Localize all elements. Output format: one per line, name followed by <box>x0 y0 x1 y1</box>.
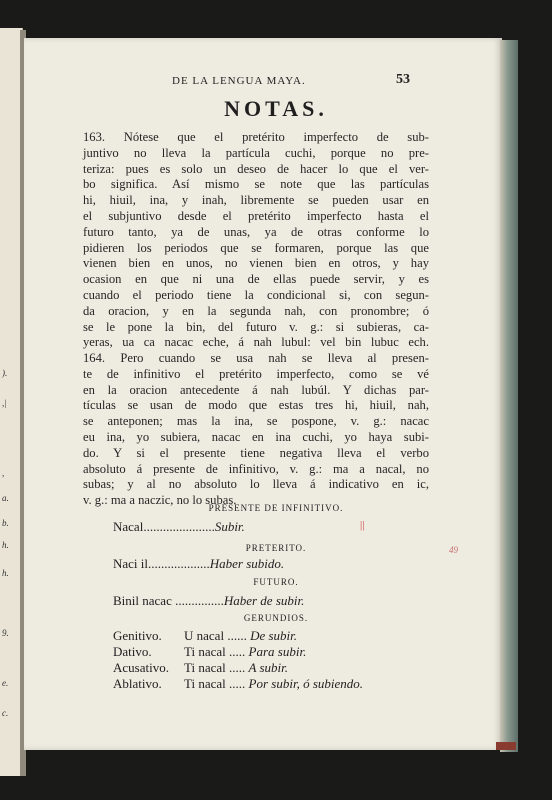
spanish-gloss: Por subir, ó subiendo. <box>248 676 364 691</box>
maya-form: Binil nacac <box>113 593 172 608</box>
text-line: yeras, ua ca nacac eche, á nah lubul: vel bin lubuc ech. <box>83 335 429 350</box>
spanish-gloss: De subir. <box>250 628 298 643</box>
text-line: v. g.: ma a naczic, no lo subas. <box>83 493 237 508</box>
spanish-gloss: Haber subido. <box>209 556 285 571</box>
text-line: tículas se usan de modo que estas tres hi, hiuil, nah, <box>83 398 429 413</box>
gerundios-heading: GERUNDIOS. <box>243 613 309 623</box>
maya-form: Ti nacal <box>184 660 226 675</box>
text-line: da oracion, y en la segunda nah, con pronombre; ó <box>83 303 429 318</box>
text-line: pidieren los periodos que se formaren, porque las que <box>83 240 429 255</box>
maya-form: Nacal <box>113 519 144 534</box>
text-line: en la oracion antecedente á nah lubúl. Y dichas par- <box>83 382 429 397</box>
gerund-row <box>113 628 297 644</box>
text-line: do. Y si el presente tiene negativa lleva el verbo <box>83 445 429 460</box>
case-label: Dativo. <box>113 644 152 659</box>
leader-dots: ................... <box>148 556 210 571</box>
leader-dots: ...................... <box>143 519 215 534</box>
text-line: se anteponen; mas la ina, se pospone, v. g.: nacac <box>83 414 429 429</box>
text-line: absoluto á presente de infinitivo, v. g.: ma a nacal, no <box>83 461 429 476</box>
text-line: juntivo no lleva la partícula cuchi, porque no pre- <box>83 145 429 160</box>
section-heading: NOTAS. <box>224 96 328 121</box>
text-line: te de infinitivo el pretérito imperfecto, como se vé <box>83 366 429 381</box>
book-spine <box>500 40 518 752</box>
running-title: DE LA LENGUA MAYA. <box>172 75 306 87</box>
left-page-edge: ). ,| , a. b. h. h. 9. e. c. <box>0 28 23 776</box>
text-line: eu ina, yo subiera, nacac en ina cuchi, yo haya subi- <box>83 429 429 444</box>
text-line: cuando el periodo tiene la condicional si, con segun- <box>83 287 429 302</box>
presente-heading: PRESENTE DE INFINITIVO. <box>208 503 344 513</box>
presente-row <box>113 519 245 535</box>
margin-pencil-number: 49 <box>449 545 458 555</box>
text-line: bo significa. Así mismo se note que las partículas <box>83 177 429 192</box>
text-line: teriza: pues es solo un deseo de hacer lo que el ver- <box>83 161 429 176</box>
text-line: hi, hiuil, ina, y inah, libremente se pueden usar en <box>83 193 429 208</box>
text-line: subas; y al no absoluto lo lleva á indicativo en ic, <box>83 477 429 492</box>
text-line: 164. Pero cuando se usa nah se lleva al presen- <box>83 351 429 365</box>
case-label: Acusativo. <box>113 660 169 675</box>
gerund-row <box>113 644 306 660</box>
futuro-row <box>113 593 304 609</box>
maya-form: U nacal <box>184 628 225 643</box>
paragraph-163 <box>83 130 429 351</box>
leader-dots: ............... <box>175 593 224 608</box>
text-line: el subjuntivo desde el pretérito imperfecto hasta el <box>83 208 429 223</box>
page-number: 53 <box>396 72 410 87</box>
leader-dots: ..... <box>229 676 246 691</box>
text-line: ocasion en que ni una de ellas puede servir, y es <box>83 272 429 287</box>
maya-form: Naci il <box>113 556 149 571</box>
spanish-gloss: A subir. <box>248 660 289 675</box>
preterito-heading: PRETERITO. <box>245 543 307 553</box>
text-line: 163. Nótese que el pretérito imperfecto de sub- <box>83 130 429 144</box>
text-line: futuro tanto, ya de unas, ya de otras conforme lo <box>83 224 429 239</box>
futuro-heading: FUTURO. <box>253 577 299 587</box>
red-pencil-mark: || <box>360 519 365 531</box>
gerund-row <box>113 676 363 692</box>
preterito-row <box>113 556 284 572</box>
case-label: Genitivo. <box>113 628 162 643</box>
maya-form: Ti nacal <box>184 676 226 691</box>
text-line: vienen bien en unos, no vienen bien en otros, y hay <box>83 256 429 271</box>
spanish-gloss: Subir. <box>214 519 245 534</box>
running-header <box>0 72 552 90</box>
bottom-edge-mark <box>496 742 516 750</box>
paragraph-164 <box>83 351 429 509</box>
text-line: se le pone la bin, del futuro v. g.: si subieras, ca- <box>83 319 429 334</box>
spanish-gloss: Para subir. <box>248 644 307 659</box>
leader-dots: ..... <box>229 644 246 659</box>
case-label: Ablativo. <box>113 676 162 691</box>
spanish-gloss: Haber de subir. <box>223 593 305 608</box>
leader-dots: ...... <box>227 628 247 643</box>
gerund-row <box>113 660 288 676</box>
maya-form: Ti nacal <box>184 644 226 659</box>
leader-dots: ..... <box>229 660 246 675</box>
